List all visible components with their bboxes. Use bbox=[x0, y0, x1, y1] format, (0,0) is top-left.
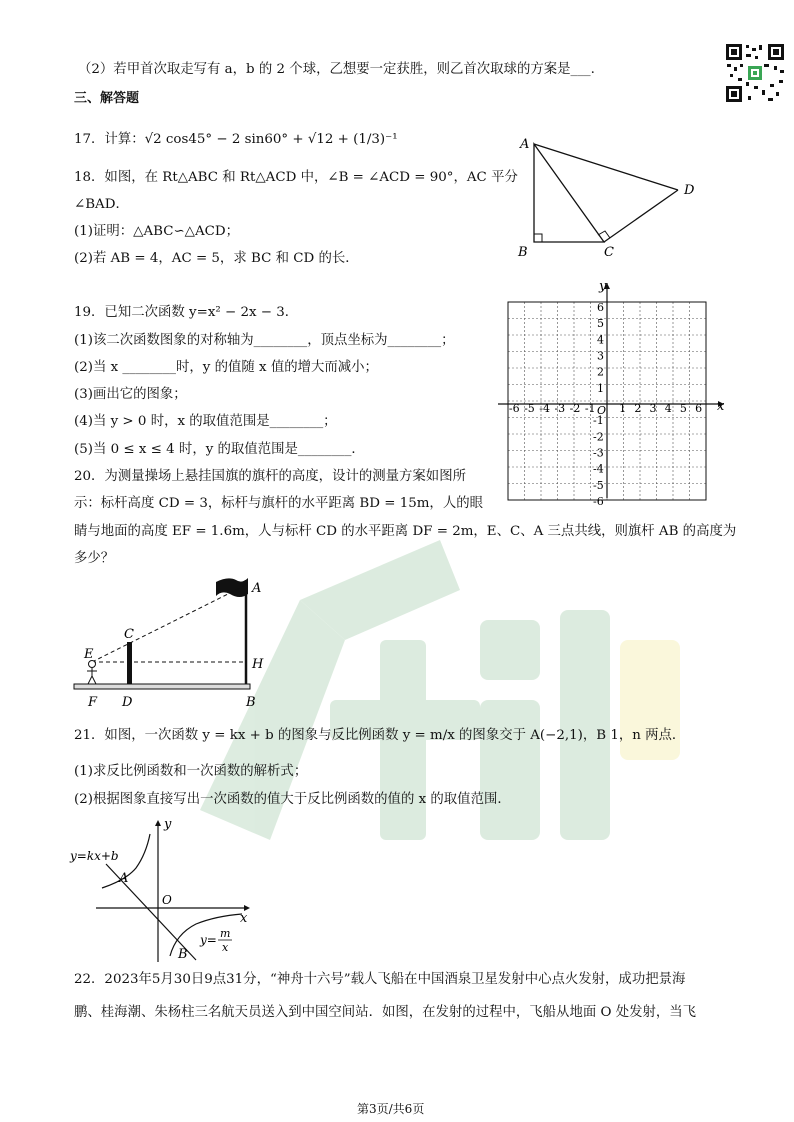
q21-line2: (1)求反比例函数和一次函数的解析式； bbox=[74, 764, 308, 779]
point-b-label: B bbox=[178, 947, 188, 962]
x-tick-label: -5 bbox=[524, 402, 535, 415]
q18-line3: (1)证明：△ABC∽△ACD； bbox=[74, 224, 240, 239]
x-axis-label: x bbox=[240, 911, 248, 926]
q20-line1: 20．为测量操场上悬挂国旗的旗杆的高度，设计的测量方案如图所 bbox=[74, 469, 466, 484]
x-tick-label: 5 bbox=[679, 402, 687, 415]
point-a-label: A bbox=[119, 871, 129, 886]
y-tick-label: 5 bbox=[597, 317, 604, 331]
x-tick-label: 2 bbox=[634, 402, 642, 415]
x-tick-label: 4 bbox=[664, 402, 672, 415]
q17-text bbox=[74, 130, 398, 150]
q16-part2: （2）若甲首次取走写有 a，b 的 2 个球，乙想要一定获胜，则乙首次取球的方案是___. bbox=[78, 62, 595, 77]
label-b: B bbox=[246, 695, 256, 710]
q21-function-graph bbox=[66, 816, 266, 966]
label-c: C bbox=[604, 245, 614, 260]
y-tick-label: 3 bbox=[597, 349, 604, 363]
x-tick-label: -4 bbox=[539, 402, 550, 415]
q20-line4: 多少？ bbox=[74, 551, 115, 566]
y-tick-label: 1 bbox=[597, 381, 604, 395]
q18-line1: 18．如图，在 Rt△ABC 和 Rt△ACD 中，∠B = ∠ACD = 90°，AC 平分 bbox=[74, 170, 518, 185]
label-e: E bbox=[84, 647, 94, 662]
q22-line1: 22．2023年5月30日9点31分，“神舟十六号”载人飞船在中国酒泉卫星发射中心点火发射，成功把景海 bbox=[74, 972, 686, 987]
q17-expression: √2 cos45° − 2 sin60° + √12 + (1/3)⁻¹ bbox=[144, 132, 398, 147]
q21-line3: (2)根据图象直接写出一次函数的值大于反比例函数的值的 x 的取值范围． bbox=[74, 792, 511, 807]
x-tick-label: 6 bbox=[695, 402, 703, 415]
q17-prefix: 17．计算： bbox=[74, 132, 145, 147]
section-title: 三、解答题 bbox=[74, 91, 140, 106]
q18-triangle-figure bbox=[508, 132, 708, 262]
q20-line2: 示：标杆高度 CD = 3，标杆与旗杆的水平距离 BD = 15m，人的眼 bbox=[74, 496, 483, 511]
q20-flagpole-figure bbox=[70, 572, 280, 712]
origin-label: O bbox=[162, 893, 172, 907]
curve-equation-label: y= bbox=[200, 933, 217, 947]
qr-code bbox=[724, 42, 786, 104]
q21-line1: 21．如图，一次函数 y = kx + b 的图象与反比例函数 y = m/x 的图象交于 A(−2,1)，B 1，n 两点． bbox=[74, 728, 686, 743]
y-tick-label: -3 bbox=[593, 446, 604, 460]
x-tick-label: 1 bbox=[619, 402, 627, 415]
label-a: A bbox=[520, 137, 530, 152]
x-tick-label: -1 bbox=[584, 402, 596, 415]
q19-line1: 19．已知二次函数 y=x² − 2x − 3． bbox=[74, 305, 299, 320]
x-tick-label: -3 bbox=[554, 402, 566, 415]
label-h: H bbox=[252, 657, 264, 672]
page-footer: 第3页/共6页 bbox=[357, 1102, 425, 1116]
q18-line4: (2)若 AB = 4，AC = 5，求 BC 和 CD 的长． bbox=[74, 251, 359, 266]
q19-line3: (2)当 x ________时，y 的值随 x 值的增大而减小； bbox=[74, 360, 378, 375]
label-d: D bbox=[122, 695, 133, 710]
q19-line5: (4)当 y > 0 时，x 的取值范围是________； bbox=[74, 414, 337, 429]
y-axis-label: y bbox=[164, 817, 172, 832]
label-a: A bbox=[252, 581, 262, 596]
x-tick-label: -2 bbox=[569, 402, 581, 415]
q20-line3: 睛与地面的高度 EF = 1.6m，人与标杆 CD 的水平距离 DF = 2m，E、C、A 三点共线，则旗杆 AB 的高度为 bbox=[74, 524, 737, 539]
y-tick-label: -1 bbox=[593, 414, 604, 428]
y-tick-label: -6 bbox=[593, 495, 604, 505]
q19-coordinate-grid bbox=[496, 280, 731, 505]
q18-line2: ∠BAD． bbox=[74, 197, 129, 212]
q19-line4: (3)画出它的图象； bbox=[74, 387, 187, 402]
curve-numerator: m bbox=[220, 927, 231, 940]
y-tick-label: 2 bbox=[597, 365, 604, 379]
x-axis-label: x bbox=[717, 399, 725, 414]
y-tick-label: -2 bbox=[593, 430, 604, 444]
label-d: D bbox=[684, 183, 695, 198]
label-f: F bbox=[88, 695, 98, 710]
origin-label: O bbox=[597, 404, 607, 417]
line-equation-label: y=kx+b bbox=[70, 849, 119, 863]
q19-line6: (5)当 0 ≤ x ≤ 4 时，y 的取值范围是________． bbox=[74, 442, 365, 457]
y-tick-label: 6 bbox=[597, 300, 604, 314]
q22-line2: 鹏、桂海潮、朱杨柱三名航天员送入到中国空间站．如图，在发射的过程中，飞船从地面 O 处发射，当飞 bbox=[74, 1005, 697, 1020]
q19-line2: (1)该二次函数图象的对称轴为________，顶点坐标为________； bbox=[74, 333, 455, 348]
x-tick-label: -6 bbox=[508, 402, 520, 415]
x-tick-label: 3 bbox=[649, 402, 657, 415]
label-b: B bbox=[518, 245, 528, 260]
y-tick-label: 4 bbox=[597, 333, 604, 347]
y-tick-label: -5 bbox=[593, 478, 604, 492]
y-axis-label: y bbox=[599, 280, 607, 294]
curve-denominator: x bbox=[222, 941, 229, 954]
y-tick-label: -4 bbox=[593, 462, 604, 476]
label-c: C bbox=[124, 627, 134, 642]
